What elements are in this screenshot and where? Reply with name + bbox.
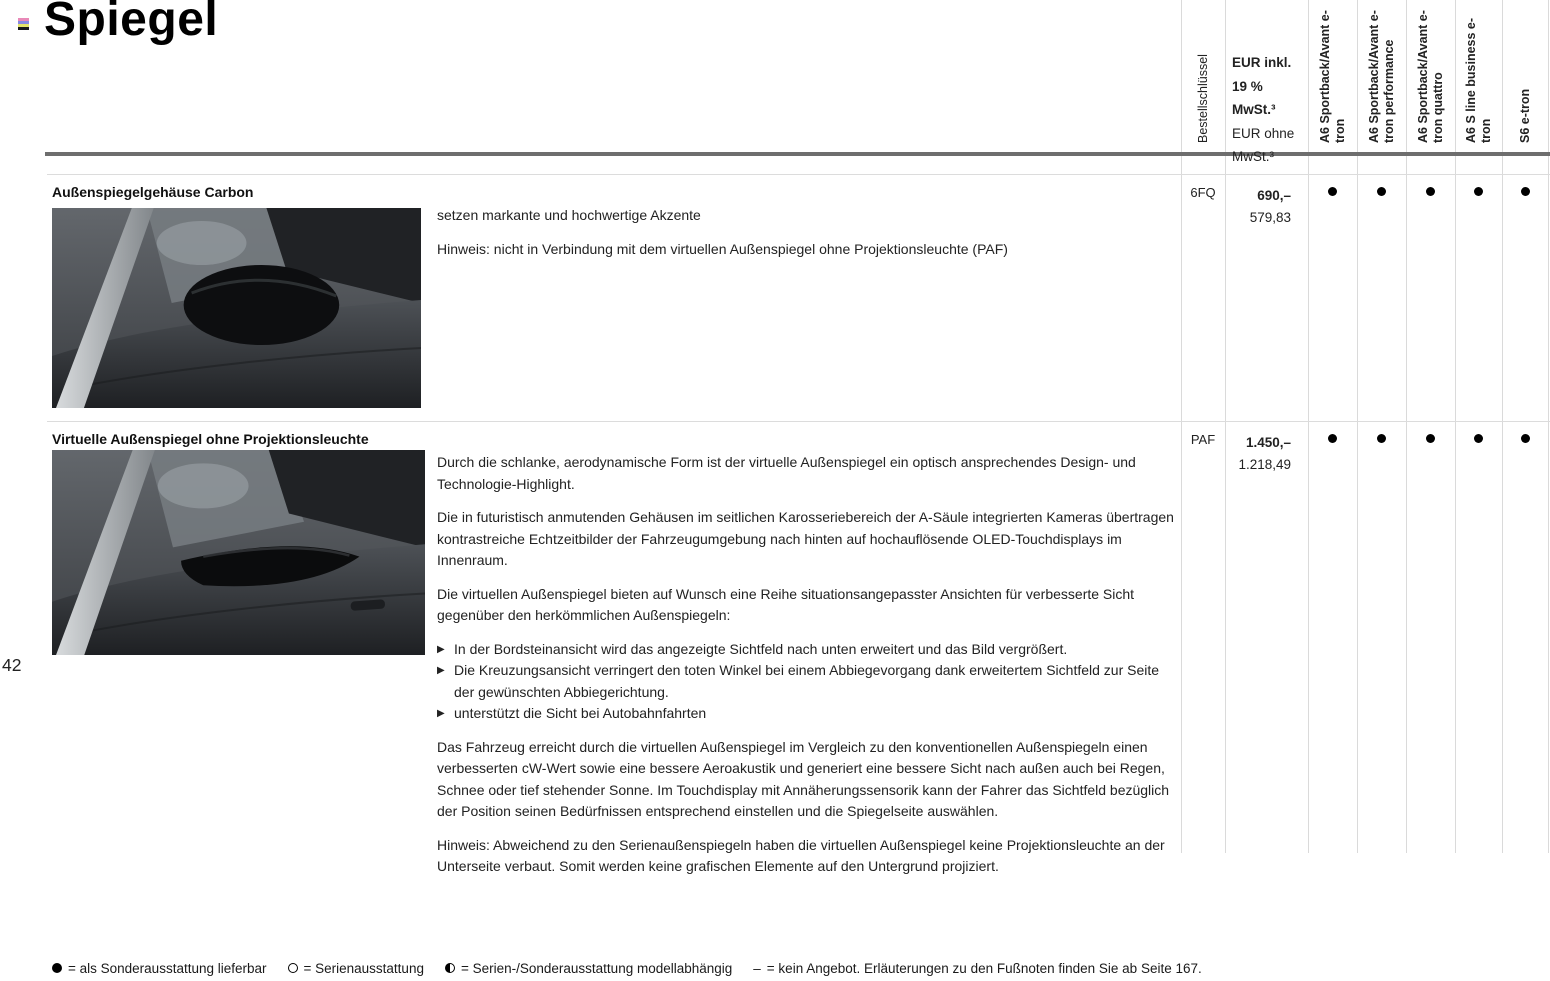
bullet-triangle-icon: ▶: [437, 665, 445, 676]
legend-text: = kein Angebot. Erläuterungen zu den Fußnoten finden Sie ab Seite 167.: [766, 960, 1202, 976]
availability-dot-filled: [1328, 187, 1337, 196]
option-title: Außenspiegelgehäuse Carbon: [52, 184, 254, 200]
availability-dot-filled: [1521, 434, 1530, 443]
legend-half-symbol-icon: [445, 963, 455, 973]
price-header-line-3: MwSt.³: [1232, 149, 1274, 164]
bullet-item: [437, 703, 1174, 725]
bullet-item: [437, 639, 1174, 661]
column-header-order-code: Bestellschlüssel: [1195, 54, 1210, 143]
column-divider-1: [1225, 0, 1226, 853]
availability-legend: [52, 957, 1223, 979]
legend-open-symbol-icon: [288, 963, 298, 973]
description-paragraph: Das Fahrzeug erreicht durch die virtuellen Außenspiegel im Vergleich zu den konventionellen Außenspiegeln einen verbesserten cW-Wert sowie eine bessere Aeroakustik und generiert eine bessere Sicht nach außen auch bei Regen, Schnee oder tief stehender Sonne. Im Touchdisplay mit Annäherungssensorik kann der Fahrer das Sichtfeld bezüglich der Position seinen Bedürfnissen entsprechend einstellen und die Spiegelseite auswählen.: [437, 738, 1170, 819]
availability-dot-filled: [1377, 187, 1386, 196]
description-paragraph: Durch die schlanke, aerodynamische Form ist der virtuelle Außenspiegel ein optisch ansprechendes Design- und Technologie-Highlight.: [437, 454, 1136, 492]
row-divider-1: [47, 421, 1550, 422]
description-paragraph: Hinweis: Abweichend zu den Serienaußenspiegeln haben die virtuellen Außenspiegel keine Projektionsleuchte an der Unterseite verbaut. Somit werden keine grafischen Elemente auf den Untergrund projiziert.: [437, 836, 1165, 874]
header-rule: [45, 152, 1550, 156]
legend-dash-symbol-icon: –: [753, 960, 761, 976]
legend-item-dash: [753, 961, 1201, 976]
bullet-text: In der Bordsteinansicht wird das angezeigte Sichtfeld nach unten erweitert und das Bild vergrößert.: [454, 640, 1068, 657]
availability-dot-filled: [1521, 187, 1530, 196]
description-paragraph: setzen markante und hochwertige Akzente: [437, 207, 701, 223]
description-paragraph: Die virtuellen Außenspiegel bieten auf Wunsch eine Reihe situationsangepasster Ansichten für verbesserte Sicht gegenüber den herkömmlichen Außenspiegeln:: [437, 585, 1135, 623]
price-header-line-2: EUR ohne: [1232, 125, 1295, 141]
column-divider-7: [1548, 0, 1549, 853]
order-code: 6FQ: [1190, 185, 1216, 200]
color-bar-stripe-3: [18, 27, 29, 30]
page-number: 42: [2, 655, 22, 675]
legend-filled-symbol-icon: [52, 963, 62, 973]
price-cell: [1225, 185, 1308, 229]
legend-item-half: [445, 961, 732, 976]
bullet-text: Die Kreuzungsansicht verringert den toten Winkel bei einem Abbiegevorgang dank erweitertem Sichtfeld zur Seite der gewünschten Abbiegerichtung.: [454, 662, 1160, 700]
price-excl-vat: 579,83: [1249, 210, 1291, 225]
legend-text: = Serien-/Sonderausstattung modellabhängig: [460, 960, 733, 976]
price-header-line-0: EUR inkl.: [1232, 55, 1292, 70]
availability-dot-filled: [1328, 434, 1337, 443]
description-bullet-list: [437, 639, 1174, 725]
legend-item-filled: [52, 961, 267, 976]
description-paragraph: Die in futuristisch anmutenden Gehäusen im seitlichen Karosseriebereich der A-Säule integrierten Kameras übertragen kontrastreiche Echtzeitbilder der Fahrzeugumgebung nach hinten auf hochauflösende OLED-Touchdisplays im Innenraum.: [437, 509, 1174, 568]
column-header-model-1: A6 Sportback/Avant e-tron performance: [1366, 10, 1396, 143]
availability-dot-filled: [1377, 434, 1386, 443]
legend-text: = als Sonderausstattung lieferbar: [68, 960, 267, 976]
bullet-text: unterstützt die Sicht bei Autobahnfahrten: [454, 705, 707, 721]
availability-dot-filled: [1426, 187, 1435, 196]
column-header-model-4: S6 e-tron: [1517, 88, 1532, 143]
description-paragraph: Hinweis: nicht in Verbindung mit dem virtuellen Außenspiegel ohne Projektionsleuchte (PAF): [437, 240, 1008, 257]
availability-dot-filled: [1474, 187, 1483, 196]
order-code: PAF: [1190, 432, 1216, 447]
option-description: [437, 205, 1174, 260]
virtual-exterior-mirror-photo: [52, 450, 425, 655]
carbon-exterior-mirror-photo: [52, 208, 421, 408]
column-header-price: [1232, 51, 1306, 169]
color-registration-bar-icon: [18, 18, 29, 30]
row-divider-0: [47, 174, 1550, 175]
price-excl-vat: 1.218,49: [1238, 457, 1291, 472]
bullet-item: [437, 660, 1174, 703]
price-incl-vat: 690,–: [1257, 188, 1291, 203]
availability-dot-filled: [1426, 434, 1435, 443]
price-header-line-1: 19 % MwSt.³: [1232, 78, 1276, 117]
option-description: [437, 452, 1174, 878]
price-incl-vat: 1.450,–: [1245, 435, 1291, 450]
bullet-triangle-icon: ▶: [437, 643, 445, 655]
price-cell: [1225, 432, 1308, 476]
column-header-model-2: A6 Sportback/Avant e-tron quattro: [1415, 10, 1445, 143]
legend-text: = Serienausstattung: [303, 960, 424, 976]
page-title: Spiegel: [44, 0, 219, 46]
availability-dot-filled: [1474, 434, 1483, 443]
bullet-triangle-icon: ▶: [437, 708, 445, 719]
legend-item-open: [288, 961, 424, 976]
option-title: Virtuelle Außenspiegel ohne Projektionsleuchte: [52, 431, 369, 447]
column-header-model-0: A6 Sportback/Avant e-tron: [1317, 10, 1347, 143]
column-header-model-3: A6 S line business e-tron: [1463, 17, 1493, 143]
